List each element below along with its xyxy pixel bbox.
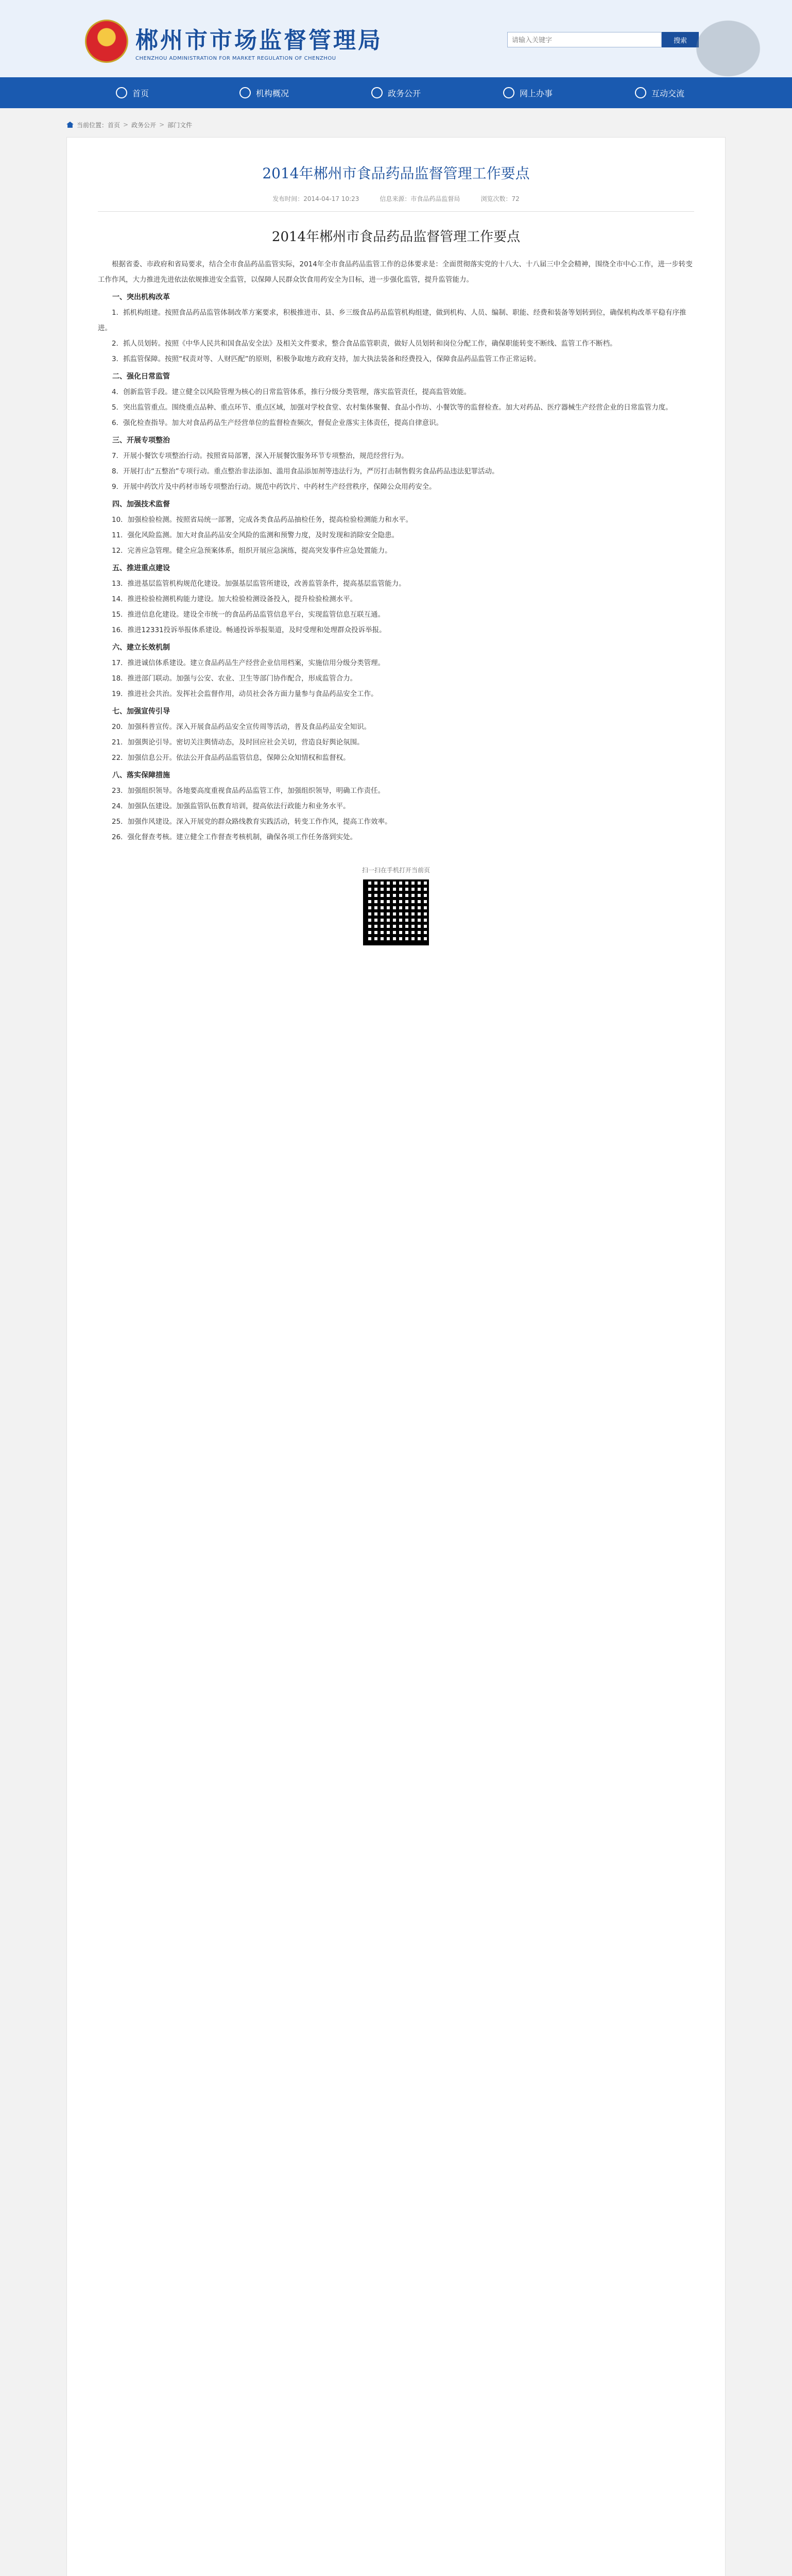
section-paragraph: 20．加强科普宣传。深入开展食品药品安全宣传周等活动，普及食品药品安全知识。: [112, 723, 371, 731]
section-heading: 七、加强宣传引导: [112, 707, 170, 716]
section-paragraph: 15．推进信息化建设。建设全市统一的食品药品监管信息平台，实现监管信息互联互通。: [112, 611, 385, 619]
section-paragraph: 19．推进社会共治。发挥社会监督作用，动员社会各方面力量参与食品药品安全工作。: [112, 690, 378, 698]
intro-paragraph: 根据省委、市政府和省局要求，结合全市食品药品监管实际，2014年全市食品药品监管工作的总体要求是：全面贯彻落实党的十八大、十八届三中全会精神，围绕全市中心工作，进一步转变工作作风，大力推进先进依法依规推进安全监管，以保障人民群众饮食用药安全为目标，进一步强化监管，提升监管能力。: [98, 260, 693, 284]
section-paragraph: 9．开展中药饮片及中药材市场专项整治行动。规范中药饮片、中药材生产经营秩序，保障公众用药安全。: [112, 483, 436, 491]
section-heading: 一、突出机构改革: [112, 293, 170, 301]
section-paragraph: 22．加强信息公开。依法公开食品药品监管信息，保障公众知情权和监督权。: [112, 754, 350, 762]
nav-label: 网上办事: [519, 88, 553, 98]
search-input[interactable]: [507, 32, 662, 47]
section-heading: 二、强化日常监管: [112, 372, 170, 381]
view-count: 浏览次数：72: [480, 195, 520, 202]
nav-item-public[interactable]: [330, 77, 462, 108]
section-paragraph: 1．抓机构组建。按照食品药品监管体制改革方案要求，积极推进市、县、乡三级食品药品监管机构组建，做到机构、人员、编制、职能、经费和装备等划转到位，确保机构改革平稳有序推进。: [98, 309, 686, 332]
section-paragraph: 17．推进诚信体系建设。建立食品药品生产经营企业信用档案，实施信用分级分类管理。: [112, 659, 385, 667]
section-heading: 三、开展专项整治: [112, 436, 170, 445]
section-heading: 六、建立长效机制: [112, 643, 170, 652]
qr-code-image: [363, 879, 429, 945]
breadcrumb-prefix: 当前位置：: [77, 121, 108, 129]
lion-statue-image: [679, 5, 761, 77]
section-paragraph: 4．创新监管手段。建立健全以风险管理为核心的日常监管体系，推行分级分类管理，落实监管责任，提高监管效能。: [112, 388, 471, 396]
site-logo[interactable]: [85, 20, 383, 63]
nav-label: 首页: [132, 88, 149, 98]
section-paragraph: 13．推进基层监管机构规范化建设。加强基层监管所建设，改善监管条件，提高基层监管能力。: [112, 580, 406, 588]
article-title: 2014年郴州市食品药品监督管理工作要点: [262, 165, 530, 182]
site-header: [0, 0, 792, 77]
section-heading: 八、落实保障措施: [112, 771, 170, 779]
section-paragraph: 14．推进检验检测机构能力建设。加大检验检测设备投入，提升检验检测水平。: [112, 595, 357, 603]
section-heading: 五、推进重点建设: [112, 564, 170, 572]
article-meta: [98, 194, 694, 212]
building-icon: [239, 87, 251, 98]
article-source: 信息来源：市食品药品监督局: [380, 195, 460, 202]
section-paragraph: 25．加强作风建设。深入开展党的群众路线教育实践活动，转变工作作风，提高工作效率。: [112, 818, 392, 826]
home-icon: [116, 87, 127, 98]
section-paragraph: 2．抓人员划转。按照《中华人民共和国食品安全法》及相关文件要求，整合食品监管职责，做好人员划转和岗位分配工作，确保职能转变不断线、监管工作不断档。: [112, 340, 617, 348]
section-paragraph: 26．强化督查考核。建立健全工作督查考核机制，确保各项工作任务落到实处。: [112, 833, 357, 841]
nav-item-home[interactable]: [66, 77, 198, 108]
search-button[interactable]: 搜索: [662, 32, 699, 47]
section-paragraph: 8．开展打击“五整治”专项行动。重点整治非法添加、滥用食品添加剂等违法行为，严厉打击制售假劣食品药品违法犯罪活动。: [112, 467, 499, 476]
home-icon: [66, 122, 74, 128]
site-name: 郴州市市场监督管理局: [135, 27, 383, 54]
section-heading: 四、加强技术监督: [112, 500, 170, 509]
article-subtitle: 2014年郴州市食品药品监督管理工作要点: [271, 229, 521, 245]
breadcrumb-separator: >: [159, 121, 165, 128]
breadcrumb-separator: >: [123, 121, 129, 128]
nav-label: 机构概况: [255, 88, 289, 98]
section-paragraph: 16．推进12331投诉举报体系建设。畅通投诉举报渠道，及时受理和处理群众投诉举报。: [112, 626, 386, 634]
qr-label: 扫一扫在手机打开当前页: [361, 867, 430, 874]
section-paragraph: 3．抓监管保障。按照“权责对等、人财匹配”的原则，积极争取地方政府支持，加大执法装备和经费投入，保障食品药品监管工作正常运转。: [112, 355, 541, 363]
breadcrumb-home[interactable]: 首页: [108, 121, 120, 129]
section-paragraph: 6．强化检查指导。加大对食品药品生产经营单位的监督检查频次，督促企业落实主体责任，提高自律意识。: [112, 419, 443, 427]
section-paragraph: 5．突出监管重点。围绕重点品种、重点环节、重点区域，加强对学校食堂、农村集体聚餐、食品小作坊、小餐饮等的监督检查。加大对药品、医疗器械生产经营企业的日常监管力度。: [112, 403, 673, 412]
national-emblem-icon: [85, 20, 128, 63]
nav-item-about[interactable]: [198, 77, 330, 108]
nav-label: 互动交流: [651, 88, 684, 98]
publish-date: 发布时间：2014-04-17 10:23: [272, 195, 359, 202]
chat-icon: [635, 87, 646, 98]
section-paragraph: 7．开展小餐饮专项整治行动。按照省局部署，深入开展餐饮服务环节专项整治，规范经营行为。: [112, 452, 408, 460]
qr-area: [98, 866, 694, 945]
section-paragraph: 21．加强舆论引导。密切关注舆情动态，及时回应社会关切，营造良好舆论氛围。: [112, 738, 364, 747]
article-body: [98, 257, 694, 845]
breadcrumb-public[interactable]: 政务公开: [131, 121, 157, 129]
section-paragraph: 18．推进部门联动。加强与公安、农业、卫生等部门协作配合，形成监管合力。: [112, 674, 357, 683]
nav-label: 政务公开: [387, 88, 421, 98]
search-box: [507, 32, 699, 47]
section-paragraph: 12．完善应急管理。健全应急预案体系，组织开展应急演练，提高突发事件应急处置能力。: [112, 547, 392, 555]
service-icon: [503, 87, 514, 98]
article: [66, 137, 726, 2576]
main-nav: [0, 77, 792, 108]
section-paragraph: 11．强化风险监测。加大对食品药品安全风险的监测和预警力度，及时发现和消除安全隐患。: [112, 531, 399, 539]
nav-item-service[interactable]: [462, 77, 594, 108]
section-paragraph: 23．加强组织领导。各地要高度重视食品药品监管工作，加强组织领导，明确工作责任。: [112, 787, 385, 795]
nav-item-interact[interactable]: [594, 77, 726, 108]
breadcrumb: [66, 117, 726, 132]
section-paragraph: 24．加强队伍建设。加强监管队伍教育培训，提高依法行政能力和业务水平。: [112, 802, 350, 810]
document-icon: [371, 87, 383, 98]
section-paragraph: 10．加强检验检测。按照省局统一部署，完成各类食品药品抽检任务，提高检验检测能力和水平。: [112, 516, 413, 524]
site-name-en: CHENZHOU ADMINISTRATION FOR MARKET REGULATION OF CHENZHOU: [135, 55, 336, 61]
breadcrumb-current[interactable]: 部门文件: [167, 121, 193, 129]
